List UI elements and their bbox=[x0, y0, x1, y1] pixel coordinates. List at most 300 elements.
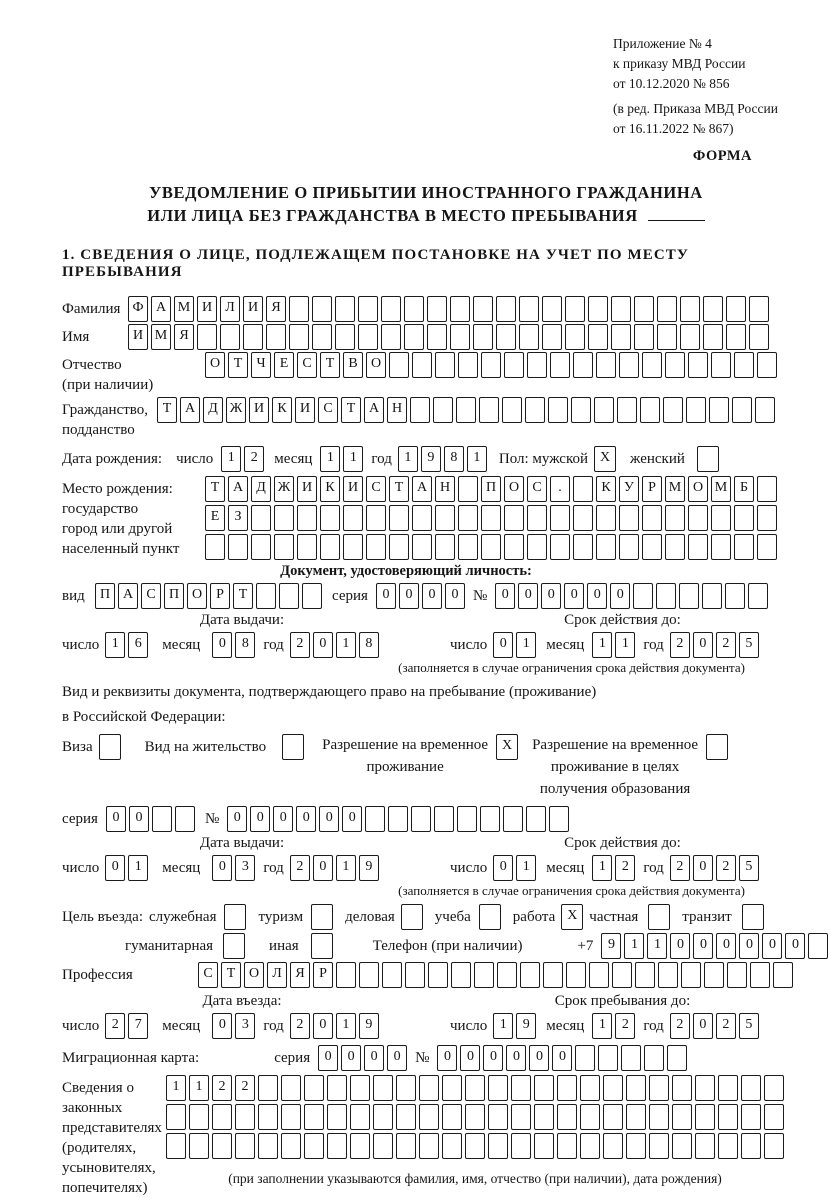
char-cell-empty[interactable] bbox=[373, 1104, 393, 1130]
char-cell-empty[interactable] bbox=[711, 534, 731, 560]
char-cell-empty[interactable] bbox=[580, 1104, 600, 1130]
char-cell-filled[interactable]: Н bbox=[387, 397, 407, 423]
char-cell-empty[interactable] bbox=[617, 397, 637, 423]
char-cell-empty[interactable] bbox=[611, 324, 631, 350]
char-cell-empty[interactable] bbox=[519, 296, 539, 322]
char-cell-empty[interactable] bbox=[748, 583, 768, 609]
char-cell-filled[interactable]: 1 bbox=[320, 446, 340, 472]
char-cell-filled[interactable]: 0 bbox=[610, 583, 630, 609]
char-cell-filled[interactable]: 1 bbox=[592, 632, 612, 658]
char-cell-filled[interactable]: 0 bbox=[313, 1013, 333, 1039]
char-cell-empty[interactable] bbox=[542, 296, 562, 322]
char-cell-filled[interactable]: С bbox=[366, 476, 386, 502]
char-cell-empty[interactable] bbox=[396, 1104, 416, 1130]
char-cell-empty[interactable] bbox=[175, 806, 195, 832]
char-cell-empty[interactable] bbox=[718, 1104, 738, 1130]
char-cell-empty[interactable] bbox=[697, 446, 719, 472]
char-cell-filled[interactable]: С bbox=[318, 397, 338, 423]
char-cell-empty[interactable] bbox=[266, 324, 286, 350]
char-cell-filled[interactable]: 0 bbox=[296, 806, 316, 832]
char-cell-empty[interactable] bbox=[419, 1075, 439, 1101]
char-cell-empty[interactable] bbox=[224, 904, 246, 930]
char-cell-filled[interactable]: 2 bbox=[290, 632, 310, 658]
char-cell-empty[interactable] bbox=[511, 1104, 531, 1130]
char-cell-empty[interactable] bbox=[258, 1104, 278, 1130]
char-cell-empty[interactable] bbox=[589, 962, 609, 988]
char-cell-empty[interactable] bbox=[166, 1104, 186, 1130]
char-cell-empty[interactable] bbox=[419, 1133, 439, 1159]
char-cell-empty[interactable] bbox=[742, 904, 764, 930]
char-cell-empty[interactable] bbox=[350, 1075, 370, 1101]
char-cell-empty[interactable] bbox=[474, 962, 494, 988]
char-cell-filled[interactable]: И bbox=[128, 324, 148, 350]
char-cell-empty[interactable] bbox=[281, 1133, 301, 1159]
char-cell-empty[interactable] bbox=[588, 324, 608, 350]
char-cell-empty[interactable] bbox=[197, 324, 217, 350]
char-cell-empty[interactable] bbox=[401, 904, 423, 930]
char-cell-filled[interactable]: 1 bbox=[336, 855, 356, 881]
char-cell-empty[interactable] bbox=[511, 1133, 531, 1159]
char-cell-empty[interactable] bbox=[304, 1104, 324, 1130]
char-cell-empty[interactable] bbox=[450, 296, 470, 322]
char-cell-empty[interactable] bbox=[304, 1133, 324, 1159]
char-cell-empty[interactable] bbox=[388, 806, 408, 832]
char-cell-empty[interactable] bbox=[626, 1075, 646, 1101]
char-cell-empty[interactable] bbox=[327, 1075, 347, 1101]
char-cell-empty[interactable] bbox=[571, 397, 591, 423]
char-cell-empty[interactable] bbox=[458, 505, 478, 531]
char-cell-empty[interactable] bbox=[688, 534, 708, 560]
char-cell-filled[interactable]: М bbox=[174, 296, 194, 322]
char-cell-filled[interactable]: К bbox=[320, 476, 340, 502]
char-cell-empty[interactable] bbox=[680, 324, 700, 350]
char-cell-filled[interactable]: X bbox=[594, 446, 616, 472]
char-cell-empty[interactable] bbox=[404, 296, 424, 322]
char-cell-empty[interactable] bbox=[527, 352, 547, 378]
char-cell-empty[interactable] bbox=[274, 505, 294, 531]
char-cell-filled[interactable]: 0 bbox=[437, 1045, 457, 1071]
char-cell-empty[interactable] bbox=[709, 397, 729, 423]
char-cell-empty[interactable] bbox=[427, 296, 447, 322]
char-cell-filled[interactable]: И bbox=[343, 476, 363, 502]
char-cell-filled[interactable]: О bbox=[244, 962, 264, 988]
char-cell-filled[interactable]: О bbox=[187, 583, 207, 609]
char-cell-empty[interactable] bbox=[365, 806, 385, 832]
char-cell-empty[interactable] bbox=[442, 1133, 462, 1159]
char-cell-filled[interactable]: 1 bbox=[221, 446, 241, 472]
char-cell-filled[interactable]: 0 bbox=[376, 583, 396, 609]
char-cell-empty[interactable] bbox=[734, 352, 754, 378]
char-cell-filled[interactable]: Л bbox=[220, 296, 240, 322]
char-cell-empty[interactable] bbox=[611, 296, 631, 322]
char-cell-filled[interactable]: 0 bbox=[552, 1045, 572, 1071]
char-cell-empty[interactable] bbox=[520, 962, 540, 988]
char-cell-filled[interactable]: 5 bbox=[739, 632, 759, 658]
char-cell-empty[interactable] bbox=[450, 324, 470, 350]
char-cell-filled[interactable]: 0 bbox=[342, 806, 362, 832]
char-cell-empty[interactable] bbox=[656, 583, 676, 609]
char-cell-filled[interactable]: Т bbox=[157, 397, 177, 423]
char-cell-empty[interactable] bbox=[442, 1104, 462, 1130]
char-cell-filled[interactable]: 0 bbox=[212, 632, 232, 658]
char-cell-empty[interactable] bbox=[312, 296, 332, 322]
char-cell-empty[interactable] bbox=[497, 962, 517, 988]
char-cell-empty[interactable] bbox=[649, 1104, 669, 1130]
char-cell-filled[interactable]: И bbox=[243, 296, 263, 322]
char-cell-empty[interactable] bbox=[410, 397, 430, 423]
char-cell-empty[interactable] bbox=[311, 933, 333, 959]
char-cell-filled[interactable]: 9 bbox=[421, 446, 441, 472]
char-cell-empty[interactable] bbox=[588, 296, 608, 322]
char-cell-empty[interactable] bbox=[612, 962, 632, 988]
char-cell-empty[interactable] bbox=[702, 583, 722, 609]
char-cell-filled[interactable]: 0 bbox=[506, 1045, 526, 1071]
char-cell-filled[interactable]: Б bbox=[734, 476, 754, 502]
char-cell-empty[interactable] bbox=[251, 505, 271, 531]
char-cell-empty[interactable] bbox=[549, 806, 569, 832]
char-cell-empty[interactable] bbox=[565, 296, 585, 322]
char-cell-empty[interactable] bbox=[596, 352, 616, 378]
char-cell-empty[interactable] bbox=[557, 1133, 577, 1159]
char-cell-filled[interactable]: 7 bbox=[128, 1013, 148, 1039]
char-cell-empty[interactable] bbox=[442, 1075, 462, 1101]
char-cell-empty[interactable] bbox=[688, 352, 708, 378]
char-cell-empty[interactable] bbox=[663, 397, 683, 423]
char-cell-empty[interactable] bbox=[220, 324, 240, 350]
char-cell-empty[interactable] bbox=[534, 1133, 554, 1159]
char-cell-filled[interactable]: Я bbox=[290, 962, 310, 988]
char-cell-filled[interactable]: 8 bbox=[359, 632, 379, 658]
char-cell-empty[interactable] bbox=[235, 1104, 255, 1130]
char-cell-empty[interactable] bbox=[732, 397, 752, 423]
char-cell-empty[interactable] bbox=[573, 352, 593, 378]
char-cell-empty[interactable] bbox=[634, 324, 654, 350]
char-cell-empty[interactable] bbox=[749, 324, 769, 350]
char-cell-empty[interactable] bbox=[704, 962, 724, 988]
char-cell-empty[interactable] bbox=[389, 352, 409, 378]
char-cell-filled[interactable]: 1 bbox=[624, 933, 644, 959]
char-cell-filled[interactable]: 0 bbox=[518, 583, 538, 609]
char-cell-empty[interactable] bbox=[428, 962, 448, 988]
char-cell-filled[interactable]: 9 bbox=[359, 1013, 379, 1039]
char-cell-empty[interactable] bbox=[223, 933, 245, 959]
char-cell-empty[interactable] bbox=[644, 1045, 664, 1071]
char-cell-filled[interactable]: 0 bbox=[273, 806, 293, 832]
char-cell-filled[interactable]: 0 bbox=[364, 1045, 384, 1071]
char-cell-empty[interactable] bbox=[734, 534, 754, 560]
char-cell-filled[interactable]: 1 bbox=[467, 446, 487, 472]
char-cell-empty[interactable] bbox=[672, 1075, 692, 1101]
char-cell-empty[interactable] bbox=[458, 534, 478, 560]
char-cell-empty[interactable] bbox=[596, 505, 616, 531]
char-cell-empty[interactable] bbox=[458, 352, 478, 378]
char-cell-filled[interactable]: С bbox=[198, 962, 218, 988]
char-cell-empty[interactable] bbox=[727, 962, 747, 988]
char-cell-empty[interactable] bbox=[396, 1075, 416, 1101]
char-cell-filled[interactable]: 0 bbox=[227, 806, 247, 832]
char-cell-empty[interactable] bbox=[633, 583, 653, 609]
char-cell-empty[interactable] bbox=[99, 734, 121, 760]
char-cell-filled[interactable]: С bbox=[527, 476, 547, 502]
char-cell-empty[interactable] bbox=[808, 933, 828, 959]
char-cell-empty[interactable] bbox=[634, 296, 654, 322]
char-cell-filled[interactable]: . bbox=[550, 476, 570, 502]
char-cell-filled[interactable]: 0 bbox=[106, 806, 126, 832]
char-cell-empty[interactable] bbox=[706, 734, 728, 760]
char-cell-filled[interactable]: Я bbox=[266, 296, 286, 322]
char-cell-empty[interactable] bbox=[350, 1104, 370, 1130]
char-cell-empty[interactable] bbox=[404, 324, 424, 350]
char-cell-filled[interactable]: 1 bbox=[615, 632, 635, 658]
char-cell-empty[interactable] bbox=[359, 962, 379, 988]
char-cell-filled[interactable]: 0 bbox=[564, 583, 584, 609]
char-cell-empty[interactable] bbox=[189, 1104, 209, 1130]
char-cell-empty[interactable] bbox=[750, 962, 770, 988]
char-cell-empty[interactable] bbox=[279, 583, 299, 609]
char-cell-empty[interactable] bbox=[435, 505, 455, 531]
char-cell-filled[interactable]: 0 bbox=[495, 583, 515, 609]
char-cell-filled[interactable]: А bbox=[118, 583, 138, 609]
char-cell-filled[interactable]: С bbox=[141, 583, 161, 609]
char-cell-empty[interactable] bbox=[711, 505, 731, 531]
char-cell-filled[interactable]: О bbox=[504, 476, 524, 502]
char-cell-filled[interactable]: 2 bbox=[212, 1075, 232, 1101]
char-cell-empty[interactable] bbox=[502, 397, 522, 423]
char-cell-empty[interactable] bbox=[642, 505, 662, 531]
char-cell-empty[interactable] bbox=[258, 1075, 278, 1101]
char-cell-empty[interactable] bbox=[212, 1133, 232, 1159]
char-cell-empty[interactable] bbox=[343, 505, 363, 531]
char-cell-empty[interactable] bbox=[289, 296, 309, 322]
char-cell-filled[interactable]: 0 bbox=[399, 583, 419, 609]
char-cell-empty[interactable] bbox=[695, 1133, 715, 1159]
char-cell-filled[interactable]: 0 bbox=[460, 1045, 480, 1071]
char-cell-empty[interactable] bbox=[479, 397, 499, 423]
char-cell-empty[interactable] bbox=[573, 534, 593, 560]
char-cell-filled[interactable]: 0 bbox=[541, 583, 561, 609]
char-cell-empty[interactable] bbox=[189, 1133, 209, 1159]
char-cell-filled[interactable]: 2 bbox=[670, 632, 690, 658]
char-cell-empty[interactable] bbox=[688, 505, 708, 531]
char-cell-empty[interactable] bbox=[526, 806, 546, 832]
char-cell-filled[interactable]: 9 bbox=[601, 933, 621, 959]
char-cell-empty[interactable] bbox=[580, 1133, 600, 1159]
char-cell-empty[interactable] bbox=[718, 1075, 738, 1101]
char-cell-filled[interactable]: А bbox=[180, 397, 200, 423]
char-cell-empty[interactable] bbox=[336, 962, 356, 988]
char-cell-filled[interactable]: И bbox=[297, 476, 317, 502]
char-cell-filled[interactable]: 0 bbox=[313, 632, 333, 658]
char-cell-empty[interactable] bbox=[566, 962, 586, 988]
char-cell-filled[interactable]: 1 bbox=[516, 632, 536, 658]
char-cell-empty[interactable] bbox=[603, 1075, 623, 1101]
char-cell-filled[interactable]: 0 bbox=[693, 855, 713, 881]
char-cell-empty[interactable] bbox=[343, 534, 363, 560]
char-cell-filled[interactable]: 0 bbox=[319, 806, 339, 832]
char-cell-empty[interactable] bbox=[456, 397, 476, 423]
char-cell-empty[interactable] bbox=[373, 1075, 393, 1101]
char-cell-empty[interactable] bbox=[434, 806, 454, 832]
char-cell-filled[interactable]: 0 bbox=[693, 632, 713, 658]
char-cell-empty[interactable] bbox=[297, 534, 317, 560]
char-cell-empty[interactable] bbox=[534, 1104, 554, 1130]
char-cell-empty[interactable] bbox=[640, 397, 660, 423]
char-cell-filled[interactable]: 2 bbox=[716, 632, 736, 658]
char-cell-empty[interactable] bbox=[465, 1133, 485, 1159]
char-cell-empty[interactable] bbox=[635, 962, 655, 988]
char-cell-filled[interactable]: Т bbox=[205, 476, 225, 502]
char-cell-empty[interactable] bbox=[665, 352, 685, 378]
char-cell-filled[interactable]: 1 bbox=[516, 855, 536, 881]
char-cell-empty[interactable] bbox=[672, 1133, 692, 1159]
char-cell-empty[interactable] bbox=[473, 324, 493, 350]
char-cell-empty[interactable] bbox=[465, 1104, 485, 1130]
char-cell-empty[interactable] bbox=[757, 352, 777, 378]
char-cell-empty[interactable] bbox=[481, 505, 501, 531]
char-cell-empty[interactable] bbox=[642, 534, 662, 560]
char-cell-filled[interactable]: Я bbox=[174, 324, 194, 350]
char-cell-empty[interactable] bbox=[235, 1133, 255, 1159]
char-cell-filled[interactable]: 0 bbox=[493, 855, 513, 881]
char-cell-filled[interactable]: 5 bbox=[739, 855, 759, 881]
char-cell-empty[interactable] bbox=[282, 734, 304, 760]
char-cell-filled[interactable]: М bbox=[151, 324, 171, 350]
char-cell-empty[interactable] bbox=[573, 505, 593, 531]
char-cell-empty[interactable] bbox=[289, 324, 309, 350]
char-cell-filled[interactable]: Р bbox=[210, 583, 230, 609]
char-cell-empty[interactable] bbox=[152, 806, 172, 832]
char-cell-empty[interactable] bbox=[511, 1075, 531, 1101]
char-cell-empty[interactable] bbox=[621, 1045, 641, 1071]
char-cell-empty[interactable] bbox=[755, 397, 775, 423]
char-cell-empty[interactable] bbox=[543, 962, 563, 988]
char-cell-empty[interactable] bbox=[504, 534, 524, 560]
char-cell-filled[interactable]: 0 bbox=[313, 855, 333, 881]
char-cell-empty[interactable] bbox=[550, 505, 570, 531]
char-cell-filled[interactable]: М bbox=[711, 476, 731, 502]
char-cell-filled[interactable]: 2 bbox=[615, 855, 635, 881]
char-cell-filled[interactable]: 2 bbox=[235, 1075, 255, 1101]
char-cell-filled[interactable]: 0 bbox=[212, 1013, 232, 1039]
char-cell-filled[interactable]: Т bbox=[389, 476, 409, 502]
char-cell-filled[interactable]: 0 bbox=[529, 1045, 549, 1071]
char-cell-filled[interactable]: 9 bbox=[359, 855, 379, 881]
char-cell-filled[interactable]: Д bbox=[251, 476, 271, 502]
char-cell-empty[interactable] bbox=[382, 962, 402, 988]
char-cell-empty[interactable] bbox=[412, 505, 432, 531]
char-cell-filled[interactable]: 0 bbox=[387, 1045, 407, 1071]
char-cell-empty[interactable] bbox=[657, 296, 677, 322]
char-cell-empty[interactable] bbox=[503, 806, 523, 832]
char-cell-empty[interactable] bbox=[557, 1075, 577, 1101]
char-cell-empty[interactable] bbox=[481, 534, 501, 560]
char-cell-empty[interactable] bbox=[488, 1104, 508, 1130]
char-cell-filled[interactable]: 0 bbox=[129, 806, 149, 832]
char-cell-empty[interactable] bbox=[396, 1133, 416, 1159]
char-cell-filled[interactable]: 1 bbox=[592, 1013, 612, 1039]
char-cell-filled[interactable]: П bbox=[481, 476, 501, 502]
char-cell-filled[interactable]: 1 bbox=[336, 1013, 356, 1039]
char-cell-filled[interactable]: 0 bbox=[422, 583, 442, 609]
char-cell-filled[interactable]: А bbox=[364, 397, 384, 423]
char-cell-empty[interactable] bbox=[311, 904, 333, 930]
char-cell-empty[interactable] bbox=[648, 904, 670, 930]
char-cell-empty[interactable] bbox=[504, 505, 524, 531]
char-cell-filled[interactable]: А bbox=[412, 476, 432, 502]
char-cell-empty[interactable] bbox=[557, 1104, 577, 1130]
char-cell-empty[interactable] bbox=[457, 806, 477, 832]
char-cell-filled[interactable]: 0 bbox=[341, 1045, 361, 1071]
char-cell-empty[interactable] bbox=[335, 324, 355, 350]
char-cell-empty[interactable] bbox=[619, 505, 639, 531]
char-cell-filled[interactable]: 0 bbox=[587, 583, 607, 609]
char-cell-filled[interactable]: П bbox=[95, 583, 115, 609]
char-cell-filled[interactable]: Ф bbox=[128, 296, 148, 322]
char-cell-filled[interactable]: А bbox=[228, 476, 248, 502]
char-cell-empty[interactable] bbox=[658, 962, 678, 988]
char-cell-empty[interactable] bbox=[419, 1104, 439, 1130]
char-cell-empty[interactable] bbox=[302, 583, 322, 609]
char-cell-empty[interactable] bbox=[603, 1133, 623, 1159]
char-cell-empty[interactable] bbox=[626, 1104, 646, 1130]
char-cell-empty[interactable] bbox=[726, 296, 746, 322]
char-cell-empty[interactable] bbox=[695, 1075, 715, 1101]
char-cell-filled[interactable]: 3 bbox=[235, 1013, 255, 1039]
char-cell-empty[interactable] bbox=[550, 352, 570, 378]
char-cell-empty[interactable] bbox=[496, 324, 516, 350]
char-cell-empty[interactable] bbox=[596, 534, 616, 560]
char-cell-filled[interactable]: О bbox=[366, 352, 386, 378]
char-cell-filled[interactable]: 1 bbox=[166, 1075, 186, 1101]
char-cell-empty[interactable] bbox=[703, 296, 723, 322]
char-cell-empty[interactable] bbox=[258, 1133, 278, 1159]
char-cell-filled[interactable]: Т bbox=[221, 962, 241, 988]
char-cell-empty[interactable] bbox=[350, 1133, 370, 1159]
char-cell-filled[interactable]: 2 bbox=[670, 855, 690, 881]
char-cell-filled[interactable]: 0 bbox=[762, 933, 782, 959]
char-cell-filled[interactable]: Д bbox=[203, 397, 223, 423]
char-cell-empty[interactable] bbox=[548, 397, 568, 423]
char-cell-empty[interactable] bbox=[389, 534, 409, 560]
char-cell-filled[interactable]: X bbox=[561, 904, 583, 930]
char-cell-empty[interactable] bbox=[665, 505, 685, 531]
char-cell-empty[interactable] bbox=[665, 534, 685, 560]
char-cell-empty[interactable] bbox=[649, 1133, 669, 1159]
char-cell-empty[interactable] bbox=[458, 476, 478, 502]
char-cell-empty[interactable] bbox=[657, 324, 677, 350]
char-cell-empty[interactable] bbox=[741, 1075, 761, 1101]
char-cell-empty[interactable] bbox=[488, 1133, 508, 1159]
char-cell-empty[interactable] bbox=[527, 505, 547, 531]
char-cell-empty[interactable] bbox=[473, 296, 493, 322]
char-cell-filled[interactable]: Е bbox=[274, 352, 294, 378]
char-cell-empty[interactable] bbox=[598, 1045, 618, 1071]
char-cell-empty[interactable] bbox=[435, 352, 455, 378]
char-cell-filled[interactable]: П bbox=[164, 583, 184, 609]
char-cell-filled[interactable]: 2 bbox=[290, 1013, 310, 1039]
char-cell-filled[interactable]: 0 bbox=[739, 933, 759, 959]
char-cell-empty[interactable] bbox=[725, 583, 745, 609]
char-cell-empty[interactable] bbox=[749, 296, 769, 322]
char-cell-empty[interactable] bbox=[433, 397, 453, 423]
char-cell-filled[interactable]: Т bbox=[233, 583, 253, 609]
char-cell-empty[interactable] bbox=[580, 1075, 600, 1101]
char-cell-empty[interactable] bbox=[741, 1133, 761, 1159]
char-cell-empty[interactable] bbox=[412, 534, 432, 560]
char-cell-empty[interactable] bbox=[312, 324, 332, 350]
char-cell-empty[interactable] bbox=[411, 806, 431, 832]
char-cell-filled[interactable]: 0 bbox=[212, 855, 232, 881]
